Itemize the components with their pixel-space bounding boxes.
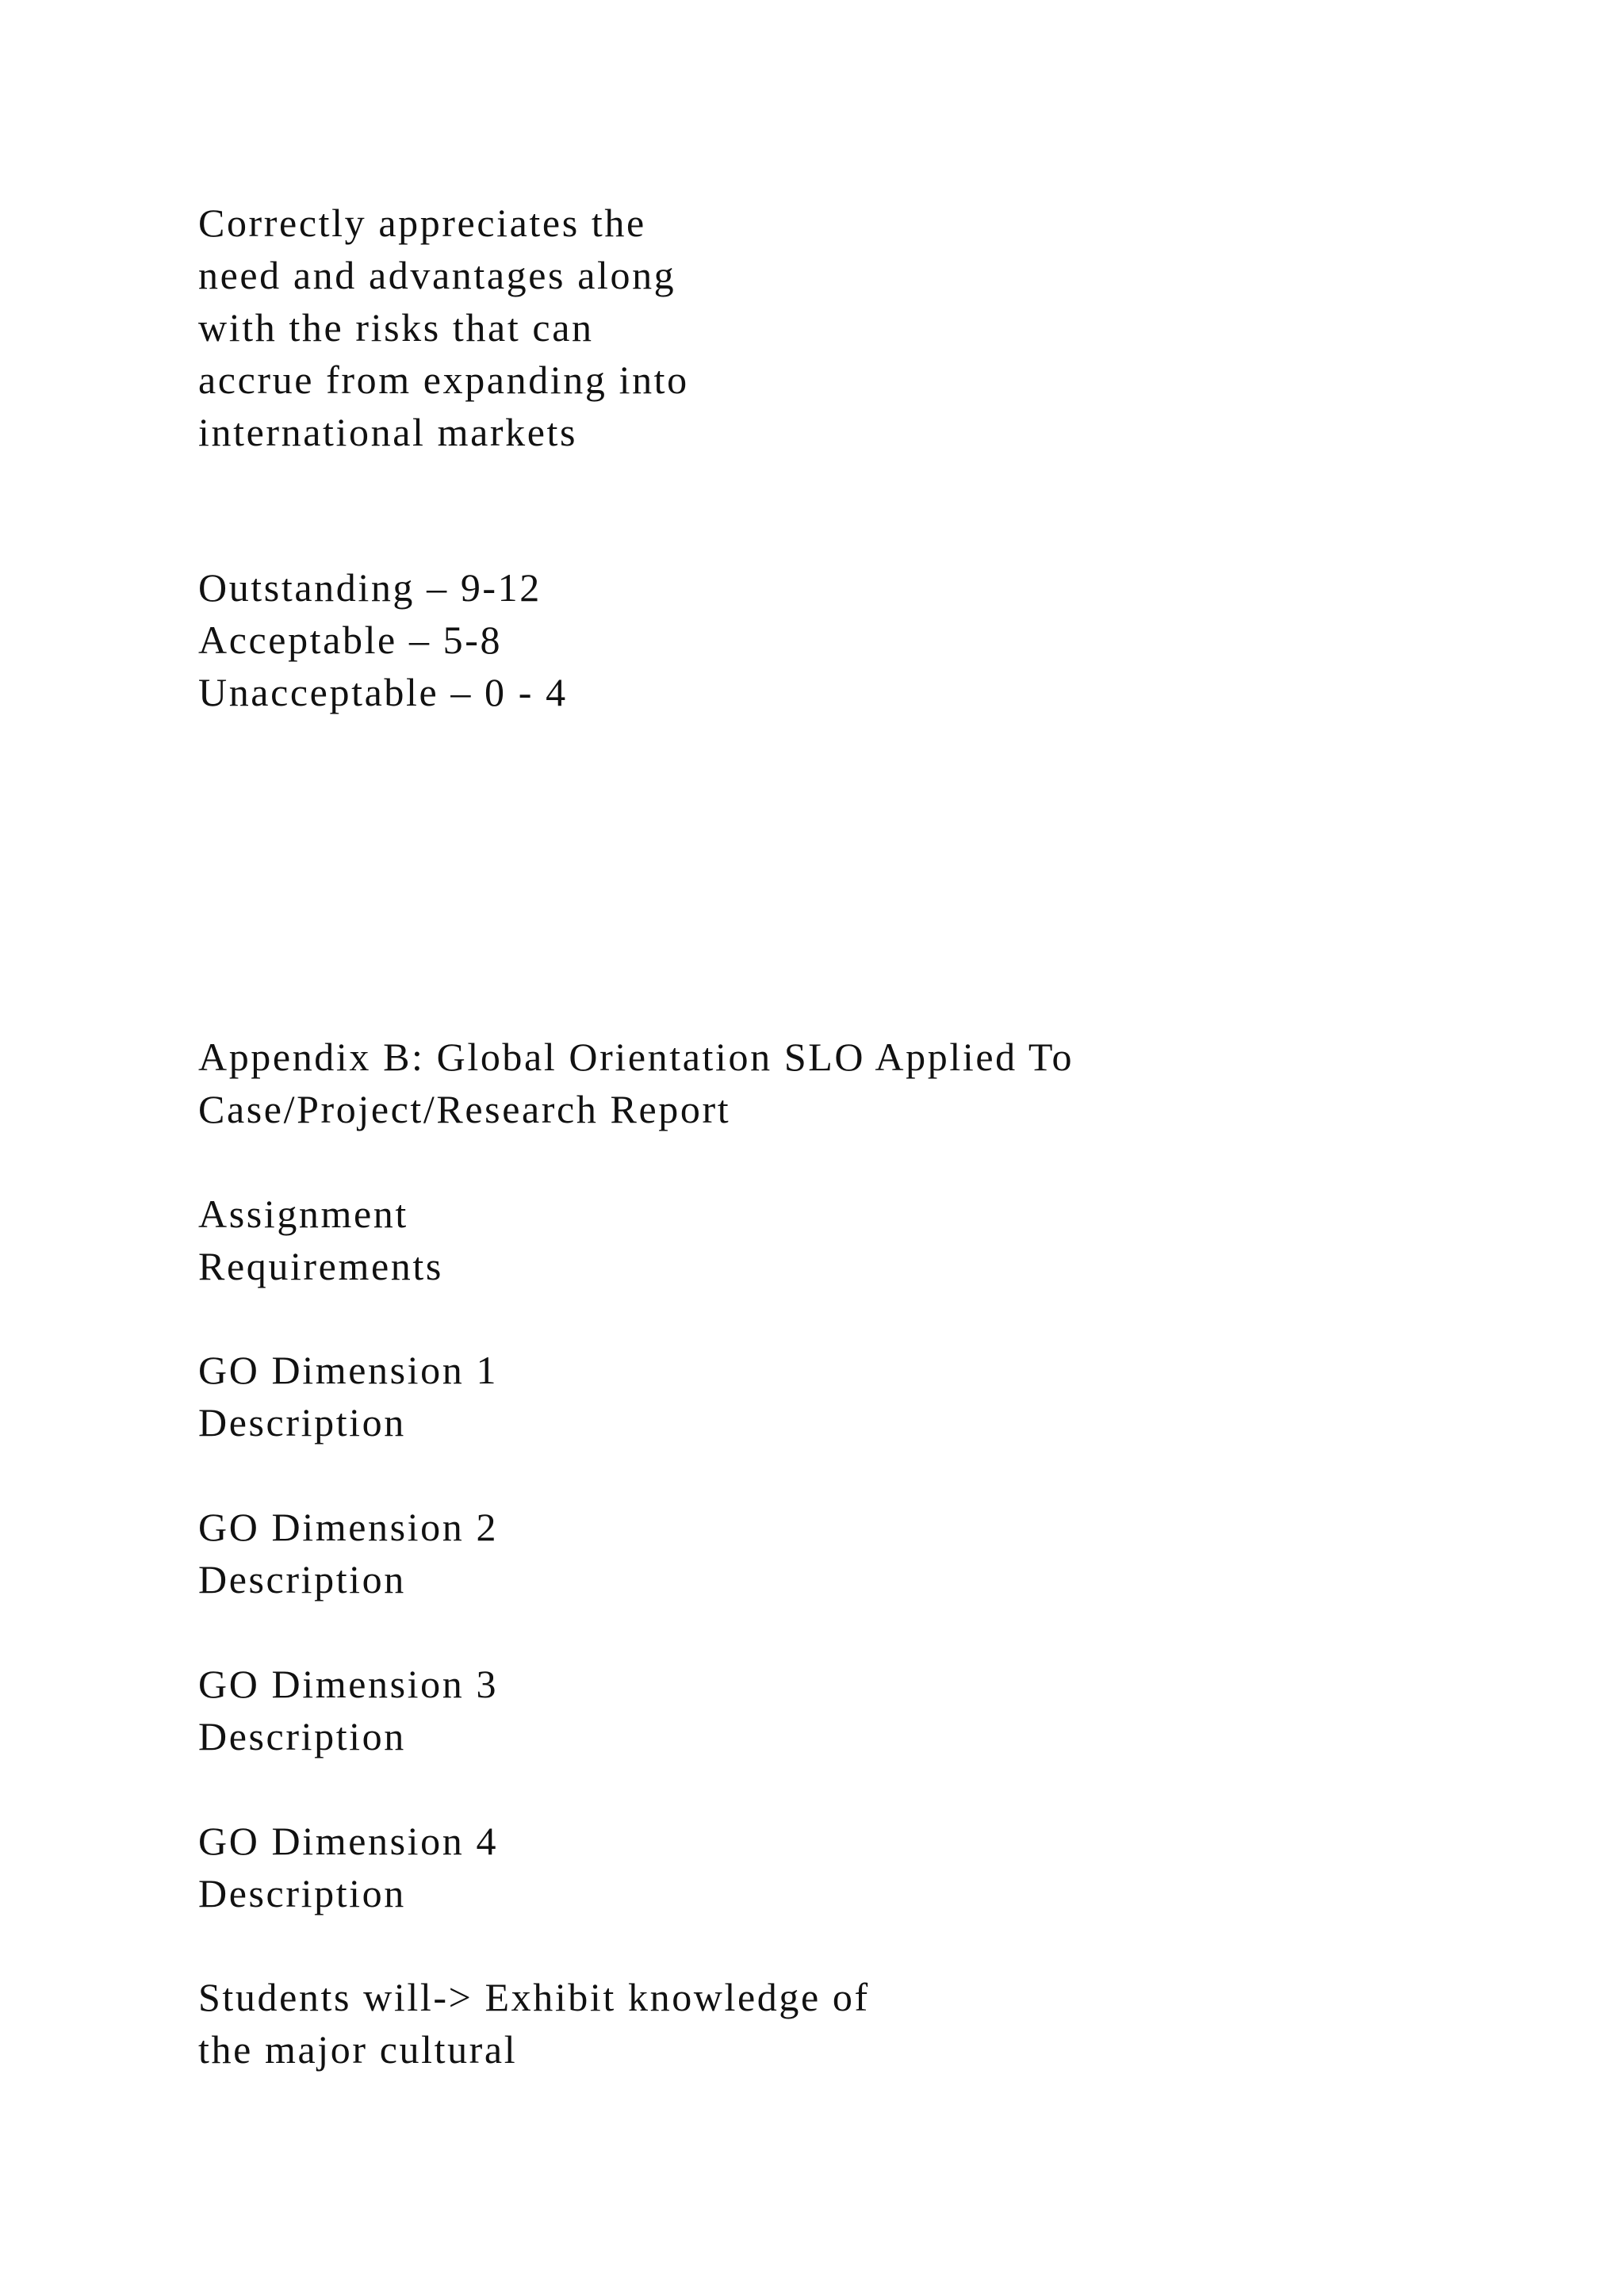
text-line: Students will-> Exhibit knowledge of	[198, 1975, 870, 2019]
score-range-acceptable: Acceptable – 5-8	[198, 618, 503, 662]
text-line: Assignment	[198, 1192, 408, 1236]
go-dimension-3-label	[198, 1658, 498, 1762]
text-line: Correctly appreciates the	[198, 201, 646, 245]
text-line: Description	[198, 1714, 406, 1758]
appendix-heading	[198, 1031, 1074, 1135]
go-dimension-4-label	[198, 1815, 498, 1919]
assignment-requirements-label	[198, 1188, 443, 1292]
text-line: Appendix B: Global Orientation SLO Applied To	[198, 1035, 1074, 1079]
paragraph-risks-description	[198, 197, 689, 458]
text-line: accrue from expanding into	[198, 358, 689, 402]
paragraph-score-ranges	[198, 561, 568, 718]
score-range-outstanding: Outstanding – 9-12	[198, 565, 542, 610]
text-line: Requirements	[198, 1244, 443, 1288]
text-line: GO Dimension 2	[198, 1505, 499, 1549]
text-line: need and advantages along	[198, 253, 676, 297]
text-line: international markets	[198, 410, 578, 454]
text-line: Description	[198, 1871, 406, 1915]
text-line: GO Dimension 4	[198, 1819, 499, 1863]
text-line: Case/Project/Research Report	[198, 1087, 731, 1131]
text-line: Description	[198, 1557, 406, 1601]
text-line: the major cultural	[198, 2027, 518, 2072]
go-dimension-1-label	[198, 1344, 498, 1448]
go-dimension-2-label	[198, 1501, 498, 1605]
score-range-unacceptable: Unacceptable – 0 - 4	[198, 670, 568, 714]
text-line: Description	[198, 1400, 406, 1445]
text-line: GO Dimension 3	[198, 1662, 499, 1706]
text-line: with the risks that can	[198, 305, 594, 350]
students-will-statement	[198, 1971, 870, 2076]
text-line: GO Dimension 1	[198, 1348, 499, 1392]
